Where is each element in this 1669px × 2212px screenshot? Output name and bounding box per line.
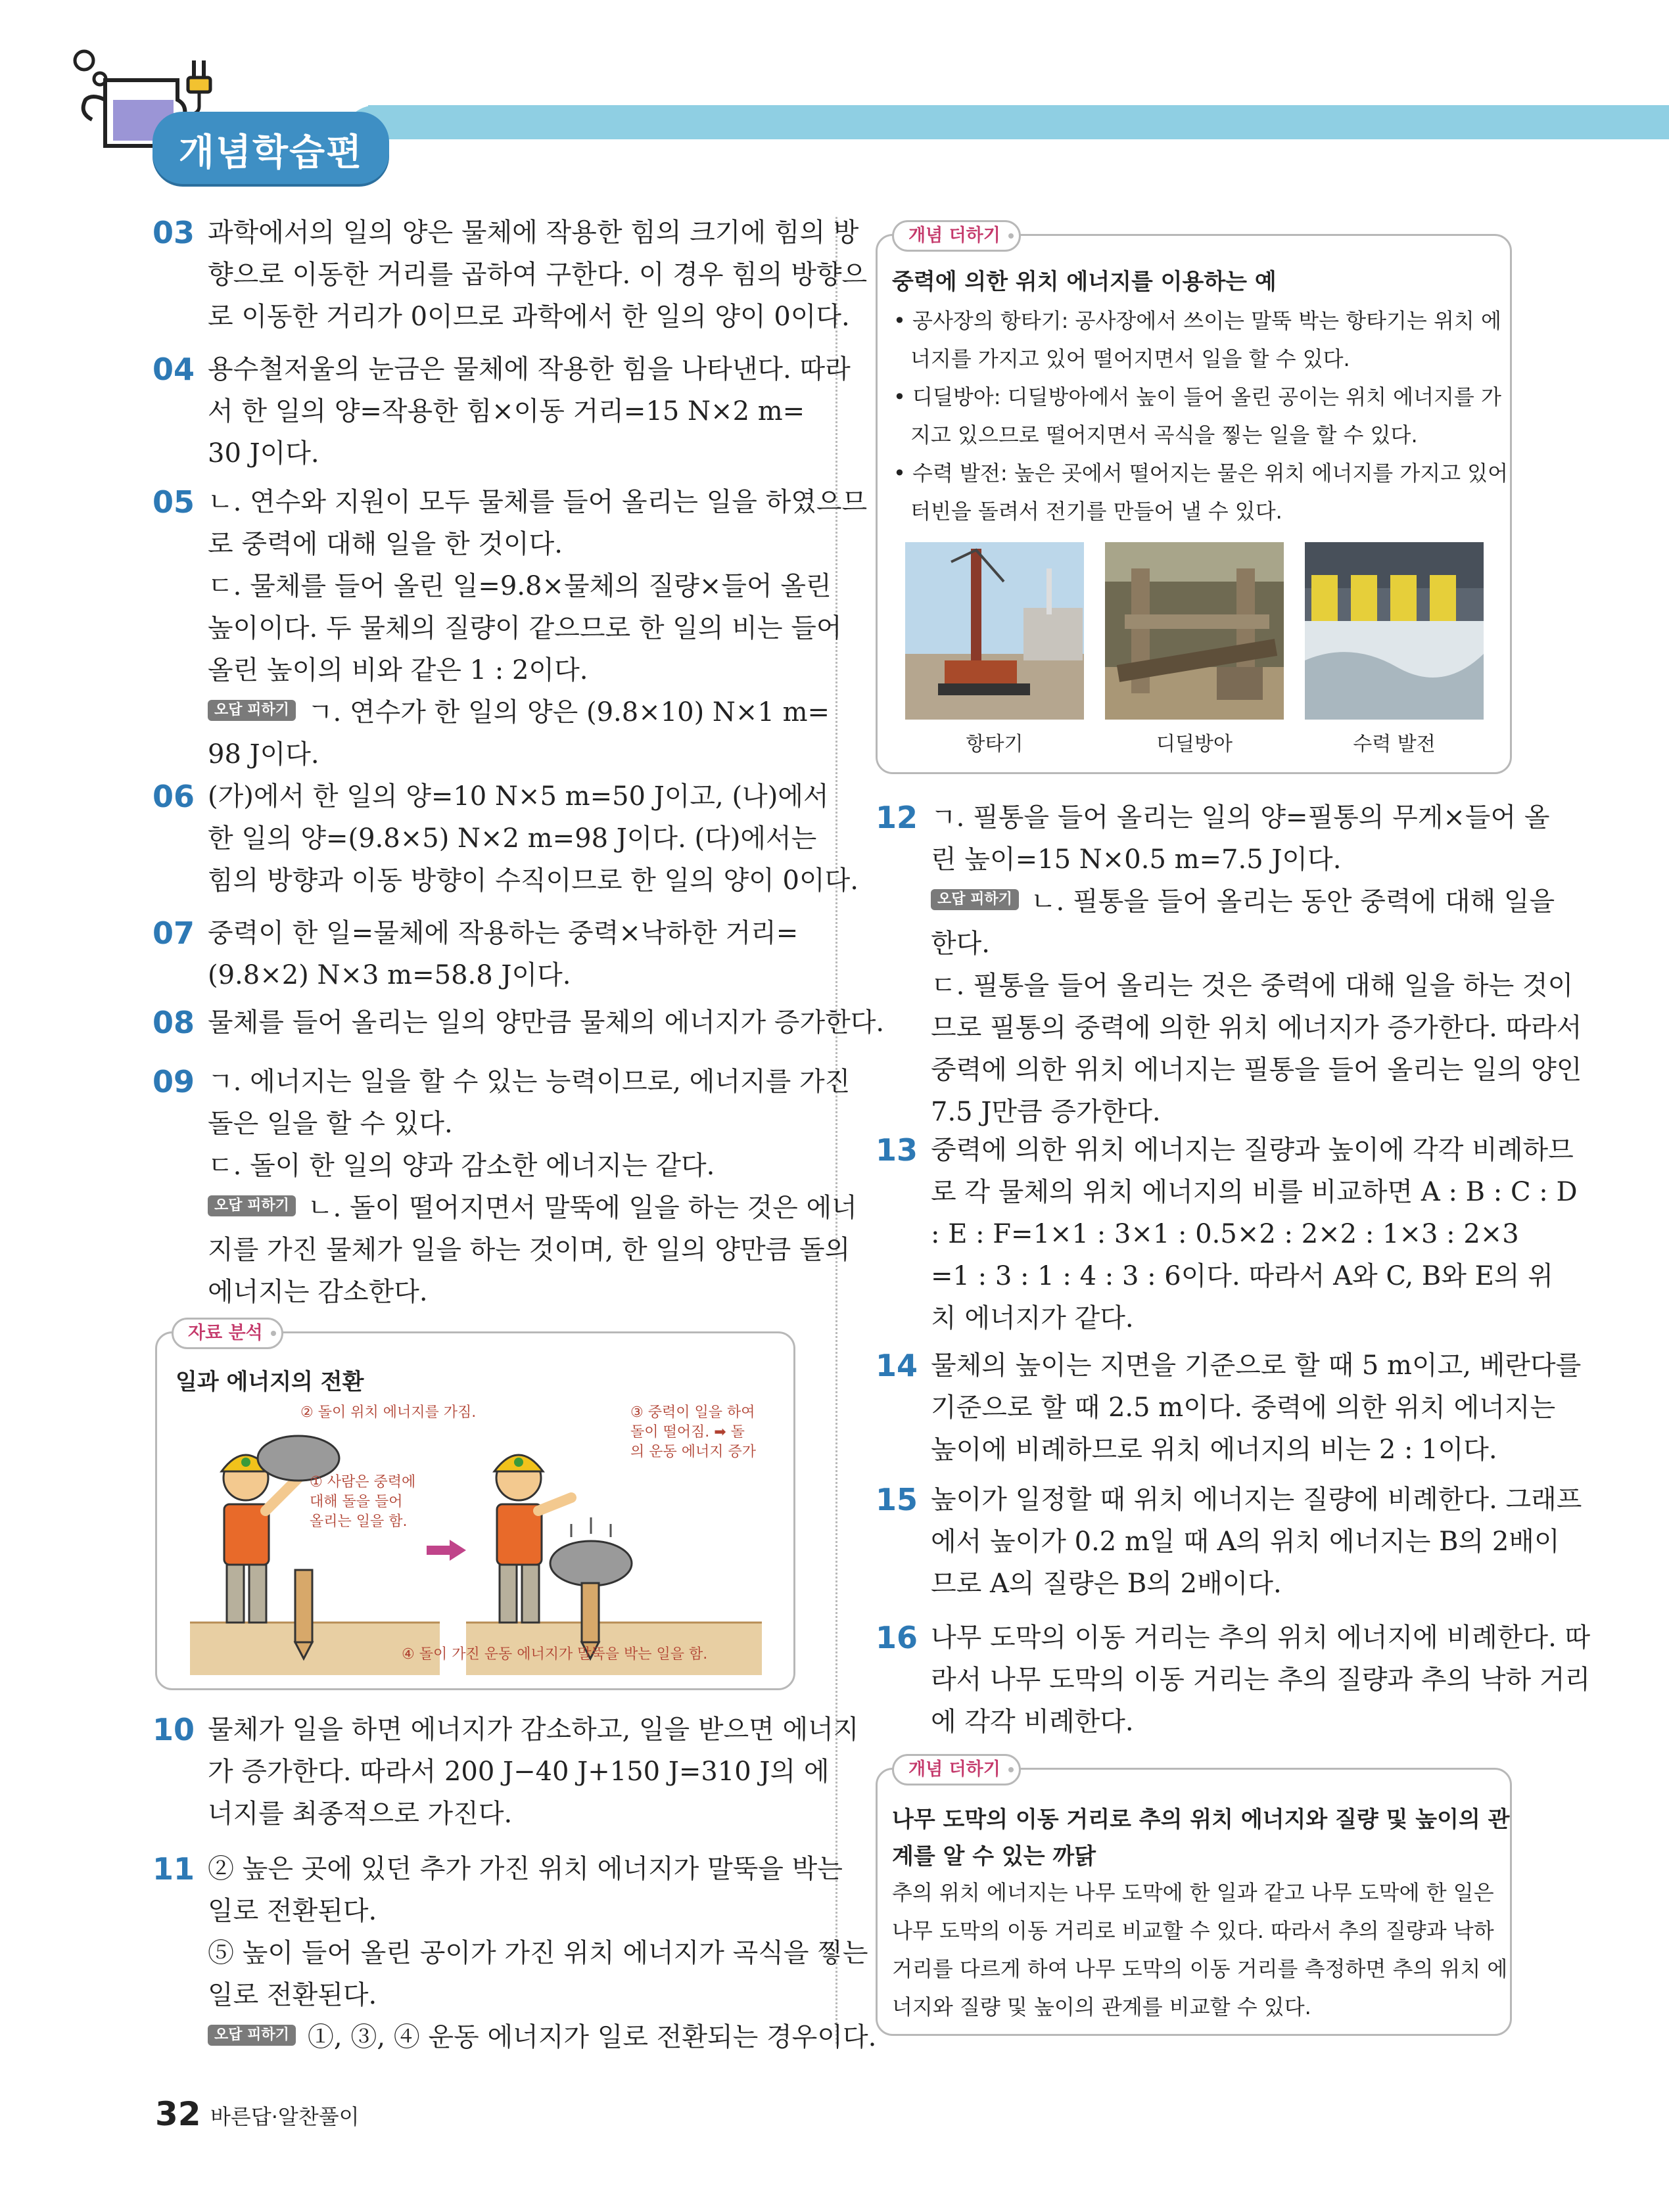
concept-line: 지고 있으므로 떨어지면서 곡식을 찧는 일을 할 수 있다. <box>910 423 1418 448</box>
item-line: 과학에서의 일의 양은 물체에 작용한 힘의 크기에 힘의 방 <box>208 218 859 248</box>
item-line: 높이이다. 두 물체의 질량이 같으므로 한 일의 비는 들어 <box>208 613 842 643</box>
concept-tag: 개념 더하기 <box>892 220 1021 252</box>
concept-line: 나무 도막의 이동 거리로 비교할 수 있다. 따라서 추의 질량과 낙하 <box>892 1918 1494 1943</box>
pile-driver-photo <box>905 542 1084 720</box>
item-line: 물체의 높이는 지면을 기준으로 할 때 5 m이고, 베란다를 <box>931 1350 1582 1381</box>
item-line: 지를 가진 물체가 일을 하는 것이며, 한 일의 양만큼 돌의 <box>208 1235 851 1265</box>
note-line: ① 사람은 중력에 <box>310 1474 416 1490</box>
item-line: 에 각각 비례한다. <box>931 1707 1134 1737</box>
concept-box-1 <box>876 225 1512 774</box>
item-line: 돌은 일을 할 수 있다. <box>208 1109 453 1139</box>
illustration-note-2: ② 돌이 위치 에너지를 가짐. <box>300 1404 477 1421</box>
item-number: 11 <box>153 1851 195 1887</box>
note-line: ③ 중력이 일을 하여 <box>630 1404 755 1421</box>
illustration-note-4: ④ 돌이 가진 운동 에너지가 말뚝을 박는 일을 함. <box>402 1646 708 1663</box>
page-footer-label: 바른답·알찬풀이 <box>210 2104 360 2129</box>
item-line: 서 한 일의 양=작용한 힘×이동 거리=15 N×2 m= <box>208 396 805 426</box>
item-line: 므로 A의 질량은 B의 2배이다. <box>931 1569 1282 1599</box>
item-line: 일로 전환된다. <box>208 1980 377 2010</box>
item-line: 물체가 일을 하면 에너지가 감소하고, 일을 받으면 에너지 <box>208 1715 859 1745</box>
item-number: 16 <box>876 1620 918 1655</box>
item-line: ①, ③, ④ 운동 에너지가 일로 전환되는 경우이다. <box>307 2022 877 2052</box>
item-line: 중력이 한 일=물체에 작용하는 중력×낙하한 거리= <box>208 918 799 948</box>
item-number: 06 <box>153 779 195 814</box>
item-line: 향으로 이동한 거리를 곱하여 구한다. 이 경우 힘의 방향으 <box>208 260 868 290</box>
treadmill-mortar-photo <box>1105 542 1284 720</box>
concept-line: • 수력 발전: 높은 곳에서 떨어지는 물은 위치 에너지를 가지고 있어 <box>893 461 1509 486</box>
item-line: ㄴ. 연수와 지원이 모두 물체를 들어 올리는 일을 하였으므 <box>208 487 868 517</box>
item-line: 린 높이=15 N×0.5 m=7.5 J이다. <box>931 844 1342 875</box>
wrong-answer-badge: 오답 피하기 <box>931 889 1019 910</box>
item-line: ㄷ. 필통을 들어 올리는 것은 중력에 대해 일을 하는 것이 <box>931 971 1574 1001</box>
item-number: 07 <box>153 915 195 951</box>
item-line: 로 이동한 거리가 0이므로 과학에서 한 일의 양이 0이다. <box>208 302 850 332</box>
photo-caption: 항타기 <box>966 733 1023 756</box>
note-line: 올리는 일을 함. <box>310 1513 408 1530</box>
item-line: 중력에 의한 위치 에너지는 질량과 높이에 각각 비례하므 <box>931 1135 1574 1165</box>
note-line: 의 운동 에너지 증가 <box>630 1444 756 1460</box>
item-number: 15 <box>876 1482 918 1517</box>
item-line: 7.5 J만큼 증가한다. <box>931 1097 1161 1127</box>
photo-caption: 수력 발전 <box>1353 733 1436 756</box>
item-line: 므로 필통의 중력에 의한 위치 에너지가 증가한다. 따라서 <box>931 1013 1582 1043</box>
item-number: 03 <box>153 215 195 250</box>
illustration-note-3 <box>630 1403 756 1462</box>
data-analysis-tag: 자료 분석 <box>172 1318 283 1349</box>
concept-title-line: 나무 도막의 이동 거리로 추의 위치 에너지와 질량 및 높이의 관 <box>892 1807 1510 1833</box>
concept-line: • 디딜방아: 디딜방아에서 높이 들어 올린 공이는 위치 에너지를 가 <box>893 384 1501 409</box>
item-line: 에너지는 감소한다. <box>208 1277 428 1307</box>
concept-title: 중력에 의한 위치 에너지를 이용하는 예 <box>892 269 1277 295</box>
concept-line: 너지를 가지고 있어 떨어지면서 일을 할 수 있다. <box>910 346 1350 371</box>
concept-tag: 개념 더하기 <box>892 1754 1021 1786</box>
item-line: 일로 전환된다. <box>208 1896 377 1926</box>
item-line: 한 일의 양=(9.8×5) N×2 m=98 J이다. (다)에서는 <box>208 823 817 854</box>
item-line: 너지를 최종적으로 가진다. <box>208 1799 513 1829</box>
item-number: 04 <box>153 352 195 387</box>
wrong-answer-badge: 오답 피하기 <box>208 2025 296 2046</box>
concept-title-line: 계를 알 수 있는 까닭 <box>892 1843 1096 1870</box>
hydro-dam-photo <box>1305 542 1484 720</box>
item-line: 용수철저울의 눈금은 물체에 작용한 힘을 나타낸다. 따라 <box>208 354 851 384</box>
item-line: 한다. <box>931 929 990 959</box>
item-number: 12 <box>876 800 918 835</box>
item-number: 09 <box>153 1064 195 1099</box>
item-line: 98 J이다. <box>208 739 319 770</box>
illustration-note-1 <box>310 1473 415 1532</box>
item-line: 높이에 비례하므로 위치 에너지의 비는 2 : 1이다. <box>931 1435 1497 1465</box>
item-line: ㄷ. 돌이 한 일의 양과 감소한 에너지는 같다. <box>208 1151 715 1181</box>
concept-line: 거리를 다르게 하여 나무 도막의 이동 거리를 측정하면 추의 위치 에 <box>892 1956 1508 1981</box>
item-line: 치 에너지가 같다. <box>931 1303 1134 1333</box>
section-tab-label: 개념학습편 <box>178 131 364 174</box>
concept-line: 추의 위치 에너지는 나무 도막에 한 일과 같고 나무 도막에 한 일은 <box>892 1880 1494 1905</box>
data-analysis-title: 일과 에너지의 전환 <box>176 1369 364 1395</box>
item-number: 05 <box>153 484 195 520</box>
concept-line: 터빈을 돌려서 전기를 만들어 낼 수 있다. <box>910 499 1282 524</box>
item-number: 08 <box>153 1005 195 1040</box>
concept-line: 너지와 질량 및 높이의 관계를 비교할 수 있다. <box>892 1994 1311 2019</box>
item-number: 14 <box>876 1348 918 1383</box>
page-number: 32 <box>155 2095 201 2133</box>
item-line: 물체를 들어 올리는 일의 양만큼 물체의 에너지가 증가한다. <box>208 1007 885 1038</box>
item-line: 로 중력에 대해 일을 한 것이다. <box>208 529 563 559</box>
item-line: ㄴ. 돌이 떨어지면서 말뚝에 일을 하는 것은 에너 <box>307 1193 857 1223</box>
wrong-answer-badge: 오답 피하기 <box>208 1195 296 1216</box>
item-line: (9.8×2) N×3 m=58.8 J이다. <box>208 960 571 990</box>
concept-line: • 공사장의 항타기: 공사장에서 쓰이는 말뚝 박는 항타기는 위치 에 <box>893 308 1501 333</box>
item-line: ㄱ. 필통을 들어 올리는 일의 양=필통의 무게×들어 올 <box>931 802 1550 833</box>
item-line: ⑤ 높이 들어 올린 공이가 가진 위치 에너지가 곡식을 찧는 <box>208 1938 868 1968</box>
item-line: 나무 도막의 이동 거리는 추의 위치 에너지에 비례한다. 따 <box>931 1623 1591 1653</box>
item-line: 로 각 물체의 위치 에너지의 비를 비교하면 A : B : C : D <box>931 1177 1578 1207</box>
item-line: ㄷ. 물체를 들어 올린 일=9.8×물체의 질량×들어 올린 <box>208 571 832 601</box>
note-line: 대해 돌을 들어 <box>310 1494 403 1510</box>
item-line: 라서 나무 도막의 이동 거리는 추의 질량과 추의 낙하 거리 <box>931 1665 1591 1695</box>
note-line: 돌이 떨어짐. ➡ 돌 <box>630 1424 745 1440</box>
item-number: 10 <box>153 1712 195 1747</box>
data-analysis-box <box>155 1323 795 1690</box>
item-line: 높이가 일정할 때 위치 에너지는 질량에 비례한다. 그래프 <box>931 1485 1582 1515</box>
item-line: =1 : 3 : 1 : 4 : 3 : 6이다. 따라서 A와 C, B와 E의 위 <box>931 1261 1553 1291</box>
wrong-answer-badge: 오답 피하기 <box>208 700 296 721</box>
item-line: 에서 높이가 0.2 m일 때 A의 위치 에너지는 B의 2배이 <box>931 1527 1560 1557</box>
header-band <box>368 105 1669 139</box>
section-tab <box>153 112 389 184</box>
item-line: 중력에 의한 위치 에너지는 필통을 들어 올리는 일의 양인 <box>931 1055 1582 1085</box>
item-line: ② 높은 곳에 있던 추가 가진 위치 에너지가 말뚝을 박는 <box>208 1854 843 1884</box>
item-line: ㄴ. 필통을 들어 올리는 동안 중력에 대해 일을 <box>1030 887 1555 917</box>
item-line: 가 증가한다. 따라서 200 J−40 J+150 J=310 J의 에 <box>208 1757 830 1787</box>
item-number: 13 <box>876 1132 918 1168</box>
item-line: ㄱ. 연수가 한 일의 양은 (9.8×10) N×1 m= <box>307 697 830 727</box>
item-line: 30 J이다. <box>208 438 319 469</box>
item-line: 올린 높이의 비와 같은 1 : 2이다. <box>208 655 588 685</box>
photo-caption: 디딜방아 <box>1156 733 1233 756</box>
item-line: 기준으로 할 때 2.5 m이다. 중력에 의한 위치 에너지는 <box>931 1393 1556 1423</box>
item-line: (가)에서 한 일의 양=10 N×5 m=50 J이고, (나)에서 <box>208 781 829 812</box>
item-line: : E : F=1×1 : 3×1 : 0.5×2 : 2×2 : 1×3 : 2×3 <box>931 1219 1519 1249</box>
item-line: ㄱ. 에너지는 일을 할 수 있는 능력이므로, 에너지를 가진 <box>208 1067 851 1097</box>
item-line: 힘의 방향과 이동 방향이 수직이므로 한 일의 양이 0이다. <box>208 865 858 896</box>
concept-box-2 <box>876 1759 1512 2036</box>
